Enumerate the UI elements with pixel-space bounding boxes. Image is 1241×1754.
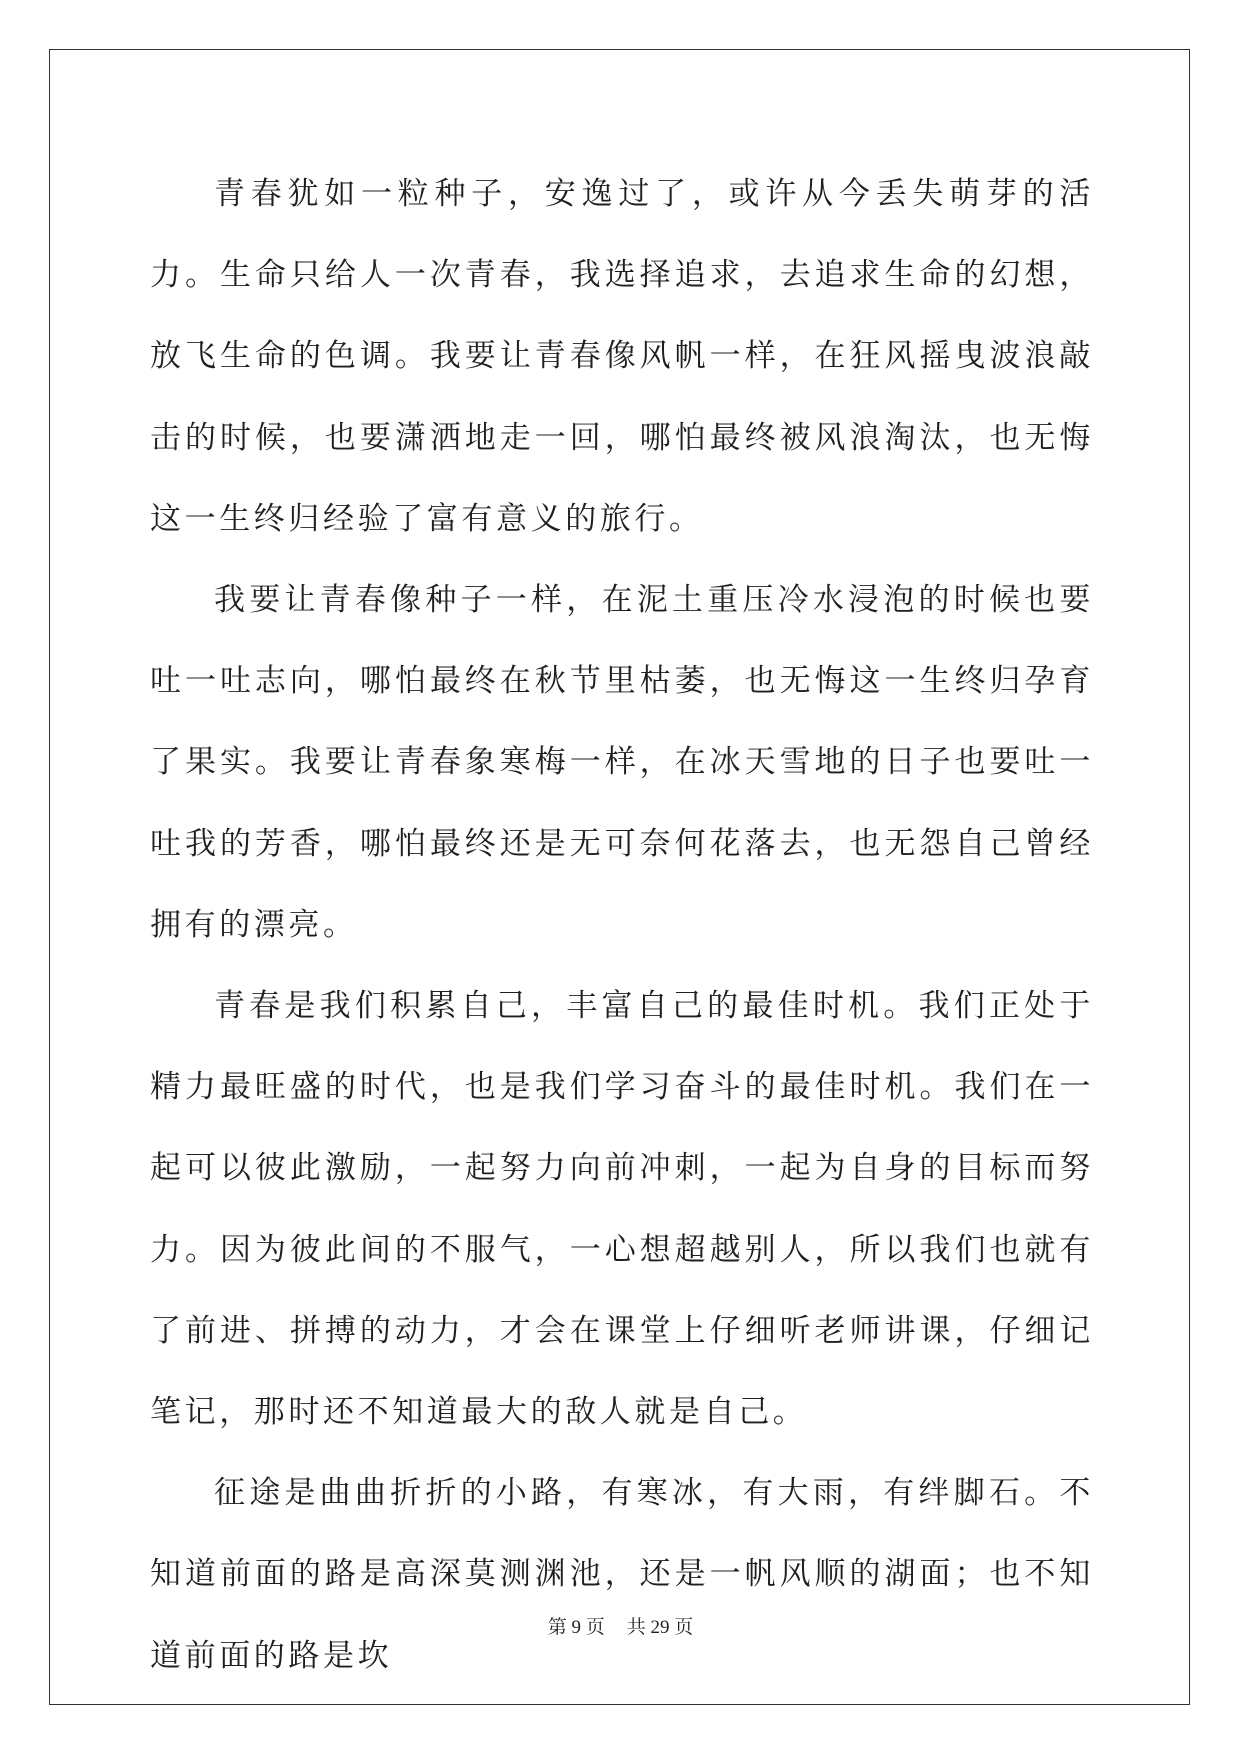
paragraph-1: 青春犹如一粒种子，安逸过了，或许从今丢失萌芽的活力。生命只给人一次青春，我选择追求，去追求生命的幻想，放飞生命的色调。我要让青春像风帆一样，在狂风摇曳波浪敲击的时候，也要潇洒地走一回，哪怕最终被风浪淘汰，也无悔这一生终归经验了富有意义的旅行。 [150, 176, 1094, 537]
paragraph-4: 征途是曲曲折折的小路，有寒冰，有大雨，有绊脚石。不知道前面的路是高深莫测渊池，还是一帆风顺的湖面；也不知道前面的路是坎 [150, 1475, 1094, 1674]
page-number: 第 9 页 [547, 1617, 605, 1638]
document-body [150, 154, 1094, 1697]
paragraph-3: 青春是我们积累自己，丰富自己的最佳时机。我们正处于精力最旺盛的时代，也是我们学习奋斗的最佳时机。我们在一起可以彼此激励，一起努力向前冲刺，一起为自身的目标而努力。因为彼此间的不服气，一心想超越别人，所以我们也就有了前进、拼搏的动力，才会在课堂上仔细听老师讲课，仔细记笔记，那时还不知道最大的敌人就是自己。 [150, 988, 1094, 1431]
page-footer [0, 1612, 1241, 1639]
paragraph-2: 我要让青春像种子一样，在泥土重压冷水浸泡的时候也要吐一吐志向，哪怕最终在秋节里枯萎，也无悔这一生终归孕育了果实。我要让青春象寒梅一样，在冰天雪地的日子也要吐一吐我的芳香，哪怕最终还是无可奈何花落去，也无怨自己曾经拥有的漂亮。 [150, 582, 1094, 943]
page-total: 共 29 页 [626, 1617, 694, 1638]
